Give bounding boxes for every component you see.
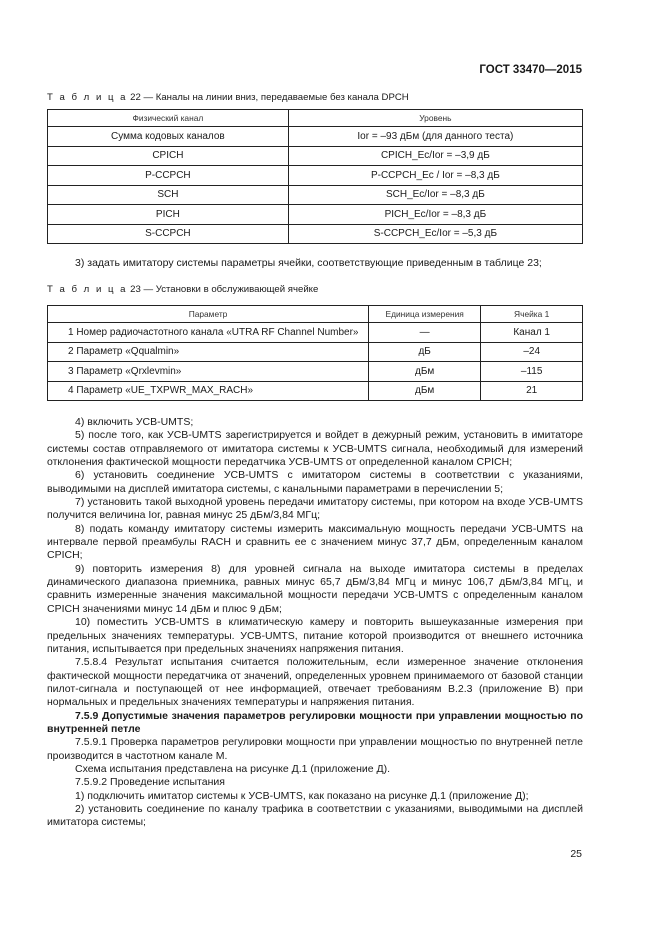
paragraph: 9) повторить измерения 8) для уровней сигнала на выходе имитатора системы в пределах динамического диапазона приемника, равных минус 65,7 дБм/3,84 МГц и минус 106,7 дБм/3,84 МГц, и сравнить измеренные значения максимальной мощности передачи УСВ-UMTS с определенным каналом CPICH значениями минус 14 дБм и плюс 9 дБм; [47, 562, 583, 615]
table22-caption-text: 22 — Каналы на линии вниз, передаваемые без канала DPCH [127, 92, 409, 103]
column-header: Параметр [48, 306, 369, 323]
table-cell: 21 [481, 381, 583, 401]
table-cell: дБ [369, 342, 481, 362]
table22-caption-prefix: Т а б л и ц а [47, 92, 128, 103]
table-cell: — [369, 323, 481, 343]
page-number: 25 [570, 848, 582, 860]
table-cell: 3 Параметр «Qrxlevmin» [48, 362, 369, 382]
table23-caption [47, 284, 318, 295]
table-cell: S-CCPCH_Ec/Ior = –5,3 дБ [288, 224, 582, 244]
paragraph: 7.5.8.4 Результат испытания считается положительным, если измеренное значение отклонения фактической мощности передатчика от значений, определенных уровнем принимаемого от базовой станции пилот-сигнала и поступающей от нее информацией, отвечает требованиям В.2.3 (приложение В) при нормальных и предельных значениях температуры и напряжения питания. [47, 656, 583, 709]
paragraph: 10) поместить УСВ-UMTS в климатическую камеру и повторить вышеуказанные измерения при предельных значениях температуры. УСВ-UMTS, питание которой производится от внешнего источника питания, испытывается при предельных значениях напряжения питания. [47, 616, 583, 655]
table-cell: PICH_Ec/Ior = –8,3 дБ [288, 205, 582, 225]
table-row [48, 323, 583, 343]
table-cell: S-CCPCH [48, 224, 289, 244]
table22 [47, 109, 583, 244]
table-cell: дБм [369, 362, 481, 382]
column-header: Уровень [288, 110, 582, 127]
table-header-row [48, 306, 583, 323]
table-row [48, 381, 583, 401]
table22-caption [47, 92, 409, 103]
paragraph: 2) установить соединение по каналу трафика в соответствии с указаниями, выводимыми на дисплей имитатора системы; [47, 802, 583, 829]
table-row [48, 146, 583, 166]
table-row [48, 166, 583, 186]
table-row [48, 342, 583, 362]
paragraph: 5) после того, как УСВ-UMTS зарегистрируется и войдет в дежурный режим, установить в имитаторе системы состав отправляемого от имитатора системы к УСВ-UMTS сигнала, необходимый для измерений отклонения фактической мощности передатчика УСВ-UMTS от определенной каналом CPICH; [47, 429, 583, 469]
table-row [48, 224, 583, 244]
table-cell: Сумма кодовых каналов [48, 127, 289, 147]
paragraph: 4) включить УСВ-UMTS; [75, 416, 194, 428]
table-cell: 4 Параметр «UE_TXPWR_MAX_RACH» [48, 381, 369, 401]
paragraph: 7.5.9.1 Проверка параметров регулировки мощности при управлении мощностью по внутренней петле производится в частотном канале М. [47, 736, 583, 762]
table-cell: –24 [481, 342, 583, 362]
paragraph: 7.5.9.2 Проведение испытания [75, 776, 225, 789]
table-row [48, 205, 583, 225]
paragraph-step-3: 3) задать имитатору системы параметры ячейки, соответствующие приведенным в таблице 23; [75, 257, 542, 269]
paragraph: 7) установить такой выходной уровень передачи имитатору системы, при котором на входе УСВ-UMTS получится величина Ior, равная минус 25 дБм/3,84 МГц; [47, 496, 583, 522]
section-heading: 7.5.9 Допустимые значения параметров регулировки мощности при управлении мощностью по внутренней петле [47, 709, 583, 735]
table-cell: P-CCPCH_Ec / Ior = –8,3 дБ [288, 166, 582, 186]
table23 [47, 305, 583, 401]
table-row [48, 127, 583, 147]
table-cell: CPICH_Ec/Ior = –3,9 дБ [288, 146, 582, 166]
table-cell: Ior = –93 дБм (для данного теста) [288, 127, 582, 147]
table23-caption-text: 23 — Установки в обслуживающей ячейке [127, 284, 319, 295]
table-cell: SCH [48, 185, 289, 205]
table-cell: 1 Номер радиочастотного канала «UTRA RF Channel Number» [48, 323, 369, 343]
paragraph: Схема испытания представлена на рисунке Д.1 (приложение Д). [75, 762, 391, 775]
table-cell: 2 Параметр «Qqualmin» [48, 342, 369, 362]
table-cell: Канал 1 [481, 323, 583, 343]
table-cell: P-CCPCH [48, 166, 289, 186]
column-header: Ячейка 1 [481, 306, 583, 323]
column-header: Единица измерения [369, 306, 481, 323]
table-cell: CPICH [48, 146, 289, 166]
table-cell: PICH [48, 205, 289, 225]
body-text [47, 416, 583, 830]
table-cell: –115 [481, 362, 583, 382]
table-cell: дБм [369, 381, 481, 401]
document-header: ГОСТ 33470—2015 [479, 64, 582, 76]
paragraph: 8) подать команду имитатору системы измерить максимальную мощность передачи УСВ-UMTS на интервале первой преамбулы RACH и сравнить ее с значением минус 37,7 дБм, определенным каналом CPICH; [47, 522, 583, 562]
table-row [48, 362, 583, 382]
table-cell: SCH_Ec/Ior = –8,3 дБ [288, 185, 582, 205]
table-header-row [48, 110, 583, 127]
column-header: Физический канал [48, 110, 289, 127]
paragraph: 1) подключить имитатор системы к УСВ-UMTS, как показано на рисунке Д.1 (приложение Д); [75, 789, 529, 802]
paragraph: 6) установить соединение УСВ-UMTS с имитатором системы в соответствии с указаниями, выводимыми на дисплей имитатора системы, с канальными параметрами в перечислении 5; [47, 469, 583, 495]
table23-caption-prefix: Т а б л и ц а [47, 284, 128, 295]
table-row [48, 185, 583, 205]
